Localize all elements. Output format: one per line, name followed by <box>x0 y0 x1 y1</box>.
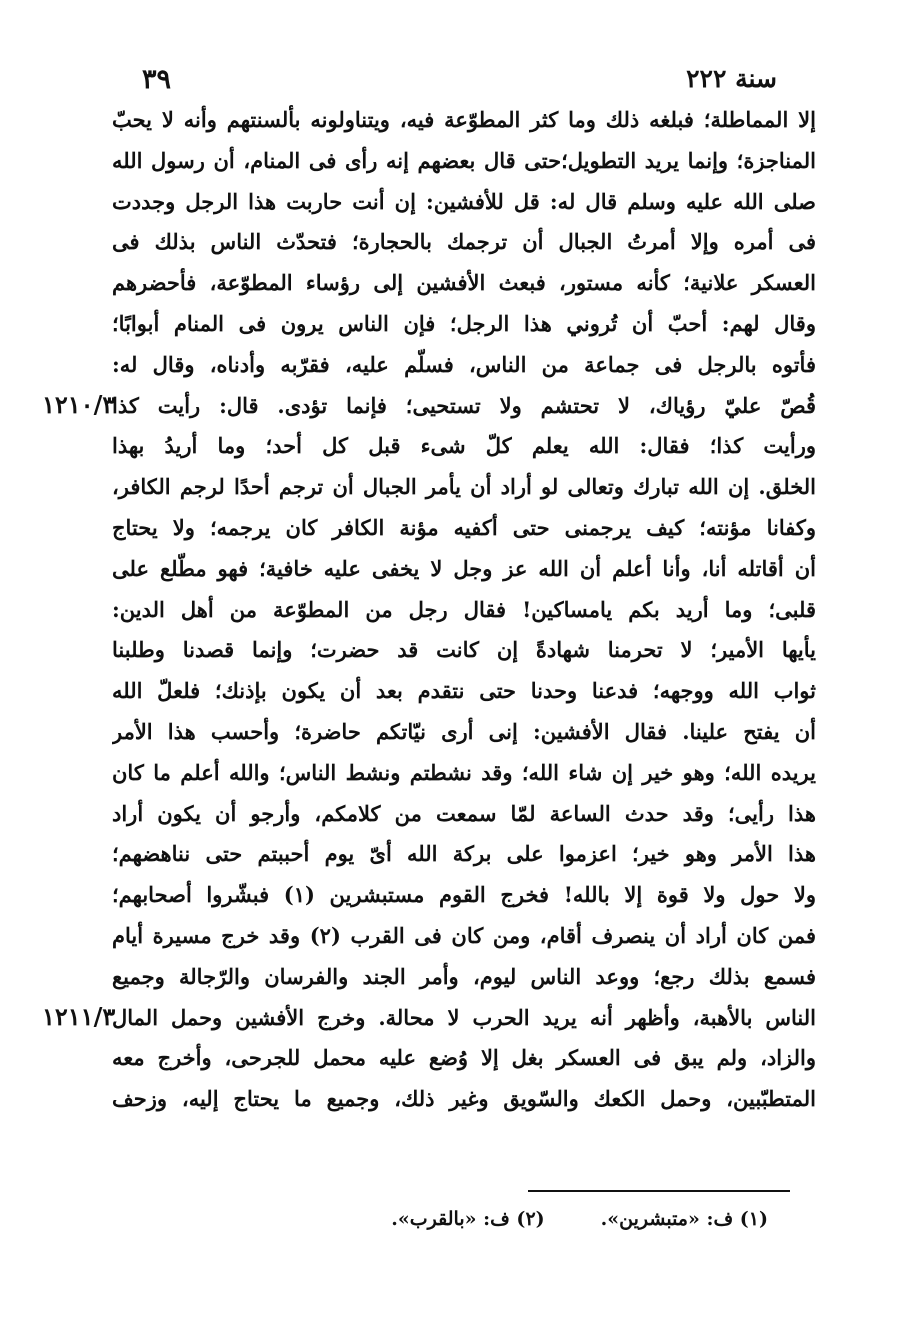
text-line: المناجزة؛ وإنما يريد التطويل؛حتى قال بعضهم إنه رأى فى المنام، أن رسول الله <box>112 147 816 173</box>
text-line: الخلق. إن الله تبارك وتعالى لو أراد أن يأمر الجبال أن ترجم أحدًا لرجم الكافر، <box>112 474 816 500</box>
header-year: سنة ٢٢٢ <box>686 64 777 93</box>
text-line: قُصّ عليّ رؤياك، لا تحتشم ولا تستحيى؛ فإنما تؤدى. قال: رأيت كذا <box>112 392 816 418</box>
text-line: فأتوه بالرجل فى جماعة من الناس، فسلّم عليه، فقرّبه وأدناه، وقال له: <box>112 351 816 377</box>
footnote-divider <box>528 1190 790 1192</box>
text-line: ورأيت كذا؛ فقال: الله يعلم كلّ شىء قبل كل أحد؛ وما أريدُ بهذا <box>112 433 816 459</box>
text-line: هذا الأمر وهو خير؛ اعزموا على بركة الله أىّ يوم أحببتم حتى نناهضهم؛ <box>112 841 816 867</box>
text-line: يريده الله؛ وهو خير إن شاء الله؛ وقد نشطتم ونشط الناس؛ والله أعلم ما كان <box>112 759 816 785</box>
text-line: وكفانا مؤنته؛ كيف يرجمنى حتى أكفيه مؤنة الكافر كان يرجمه؛ ولا يحتاج <box>112 514 816 540</box>
margin-reference: ١٢١١/٣ <box>42 1001 116 1031</box>
text-line: وقال لهم: أحبّ أن تُروني هذا الرجل؛ فإن الناس يرون فى المنام أبوابًا؛ <box>112 310 816 336</box>
main-text <box>112 100 816 1120</box>
text-line: قلبى؛ وما أريد بكم يامساكين! فقال رجل من المطوّعة من أهل الدين: <box>112 596 816 622</box>
page-number: ٣٩ <box>142 64 172 95</box>
text-line: المتطبّبين، وحمل الكعك والسّويق وغير ذلك، وجميع ما يحتاج إليه، وزحف <box>112 1086 816 1112</box>
text-line: فى أمره وإلا أمرتُ الجبال أن ترجمك بالحجارة؛ فتحدّث الناس بذلك فى <box>112 229 816 255</box>
text-line: ثواب الله ووجهه؛ فدعنا وحدنا حتى نتقدم بعد أن يكون بإذنك؛ فلعلّ الله <box>112 678 816 704</box>
margin-reference: ١٢١٠/٣ <box>42 389 116 419</box>
footnote: (١) ف: «متبشرين». <box>600 1208 768 1230</box>
text-line: الناس بالأهبة، وأظهر أنه يريد الحرب لا محالة. وخرج الأفشين وحمل المال <box>112 1004 816 1030</box>
text-line: أن يفتح علينا. فقال الأفشين: إنى أرى نيّاتكم حاضرة؛ وأحسب هذا الأمر <box>112 718 816 744</box>
text-line: ولا حول ولا قوة إلا بالله! فخرج القوم مستبشرين (١) فبشّروا أصحابهم؛ <box>112 882 816 908</box>
footnotes <box>248 1208 768 1230</box>
text-line: فمن كان أراد أن ينصرف أقام، ومن كان فى القرب (٢) وقد خرج مسيرة أيام <box>112 922 816 948</box>
text-line: هذا رأيى؛ وقد حدث الساعة لمّا سمعت من كلامكم، وأرجو أن يكون أراد <box>112 800 816 826</box>
text-line: صلى الله عليه وسلم قال له: قل للأفشين: إن أنت حاربت هذا الرجل وجددت <box>112 188 816 214</box>
text-line: إلا المماطلة؛ فبلغه ذلك وما كثر المطوّعة فيه، ويتناولونه بألسنتهم وأنه لا يحبّ <box>112 107 816 132</box>
text-line: العسكر علانية؛ كأنه مستور، فبعث الأفشين إلى رؤساء المطوّعة، فأحضرهم <box>112 270 816 296</box>
text-line: والزاد، ولم يبق فى العسكر بغل إلا وُضع عليه محمل للجرحى، وأخرج معه <box>112 1045 816 1071</box>
footnote: (٢) ف: «بالقرب». <box>391 1208 545 1230</box>
text-line: يأيها الأمير؛ لا تحرمنا شهادةً إن كانت قد حضرت؛ وإنما قصدنا وطلبنا <box>112 637 816 663</box>
text-line: أن أقاتله أنا، وأنا أعلم أن الله عز وجل لا يخفى عليه خافية؛ فهو مطّلع على <box>112 555 816 581</box>
text-line: فسمع بذلك رجع؛ ووعد الناس ليوم، وأمر الجند والفرسان والرّجالة وجميع <box>112 963 816 989</box>
